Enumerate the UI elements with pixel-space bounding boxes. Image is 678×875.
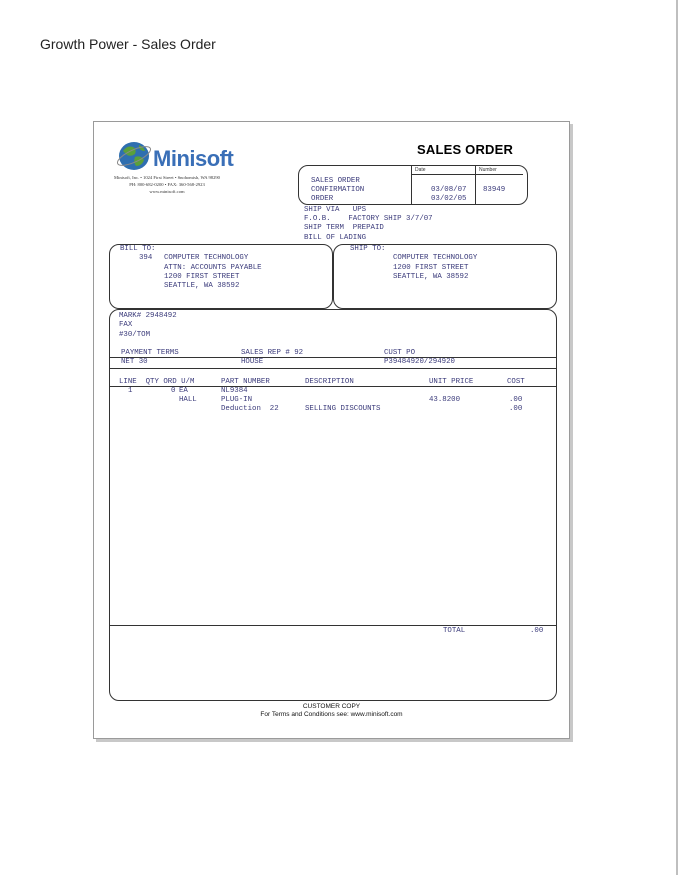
items-header-unit-price: UNIT PRICE [429, 378, 474, 386]
item-cost: .00 [509, 405, 523, 413]
payment-terms-value: NET 30 [121, 358, 148, 366]
company-phone-fax: PH: 800-682-0200 • FAX: 360-568-2923 [129, 182, 205, 187]
date-label: Date [415, 167, 426, 173]
bill-of-lading: BILL OF LADING [304, 234, 367, 242]
item-cost: .00 [509, 396, 523, 404]
sales-rep-value: HOUSE [241, 358, 264, 366]
company-logo-text: Minisoft [153, 146, 234, 171]
number-label: Number [479, 167, 497, 173]
items-header-part-number: PART NUMBER [221, 378, 270, 386]
ship-term: SHIP TERM PREPAID [304, 224, 384, 232]
page-title: Growth Power - Sales Order [40, 36, 216, 52]
globe-logo-icon [117, 139, 153, 173]
ship-via: SHIP VIA UPS [304, 206, 367, 214]
total-rule [110, 625, 556, 626]
items-header-line-qty-um: LINE QTY ORD U/M [119, 378, 195, 386]
doc-type-line1: SALES ORDER [311, 177, 360, 185]
ship-to-line: COMPUTER TECHNOLOGY [393, 254, 478, 262]
bill-to-label: BILL TO: [120, 245, 156, 253]
note-line: MARK# 2948492 [119, 312, 177, 320]
total-value: .00 [530, 627, 544, 635]
items-header-rule [110, 386, 556, 387]
info-divider-1 [411, 165, 412, 205]
bill-to-customer-no: 394 [139, 254, 153, 262]
bill-to-line: COMPUTER TECHNOLOGY [164, 254, 249, 262]
ship-to-line: SEATTLE, WA 38592 [393, 273, 469, 281]
info-divider-2 [475, 165, 476, 205]
item-qty: 0 [171, 387, 176, 395]
doc-type-line2: CONFIRMATION [311, 186, 365, 194]
company-address: Minisoft, Inc. • 1024 First Street • Snohomish, WA 98290 [114, 175, 220, 180]
sales-rep-label: SALES REP # 92 [241, 349, 304, 357]
ship-to-line: 1200 FIRST STREET [393, 264, 469, 272]
total-label: TOTAL [443, 627, 466, 635]
cust-po-label: CUST PO [384, 349, 416, 357]
ship-to-label: SHIP TO: [350, 245, 386, 253]
items-header-cost: COST [507, 378, 525, 386]
note-line: FAX [119, 321, 133, 329]
item-part: PLUG-IN [221, 396, 253, 404]
customer-copy-label: CUSTOMER COPY [302, 703, 361, 710]
bill-to-line: ATTN: ACCOUNTS PAYABLE [164, 264, 262, 272]
info-header-rule [411, 174, 523, 175]
cust-po-value: P39484920/294920 [384, 358, 455, 366]
terms-bottom-rule [110, 368, 556, 369]
item-line: 1 [128, 387, 133, 395]
item-part: Deduction 22 [221, 405, 279, 413]
order-date: 03/02/05 [431, 195, 467, 203]
item-unit-price: 43.8200 [429, 396, 461, 404]
item-um: EA [179, 387, 188, 395]
terms-rule [110, 357, 556, 358]
terms-footer: For Terms and Conditions see: www.minisoft.com [260, 711, 403, 718]
order-label: ORDER [311, 195, 334, 203]
order-number: 83949 [483, 186, 506, 194]
fob: F.O.B. FACTORY SHIP 3/7/07 [304, 215, 433, 223]
note-line: #30/TOM [119, 331, 151, 339]
confirmation-date: 03/08/07 [431, 186, 467, 194]
document-heading: SALES ORDER [417, 142, 514, 157]
item-part: NL9384 [221, 387, 248, 395]
bill-to-line: 1200 FIRST STREET [164, 273, 240, 281]
bill-to-line: SEATTLE, WA 38592 [164, 282, 240, 290]
company-website: www.minisoft.com [149, 189, 185, 194]
items-header-description: DESCRIPTION [305, 378, 354, 386]
payment-terms-label: PAYMENT TERMS [121, 349, 179, 357]
item-um: HALL [179, 396, 197, 404]
item-description: SELLING DISCOUNTS [305, 405, 381, 413]
